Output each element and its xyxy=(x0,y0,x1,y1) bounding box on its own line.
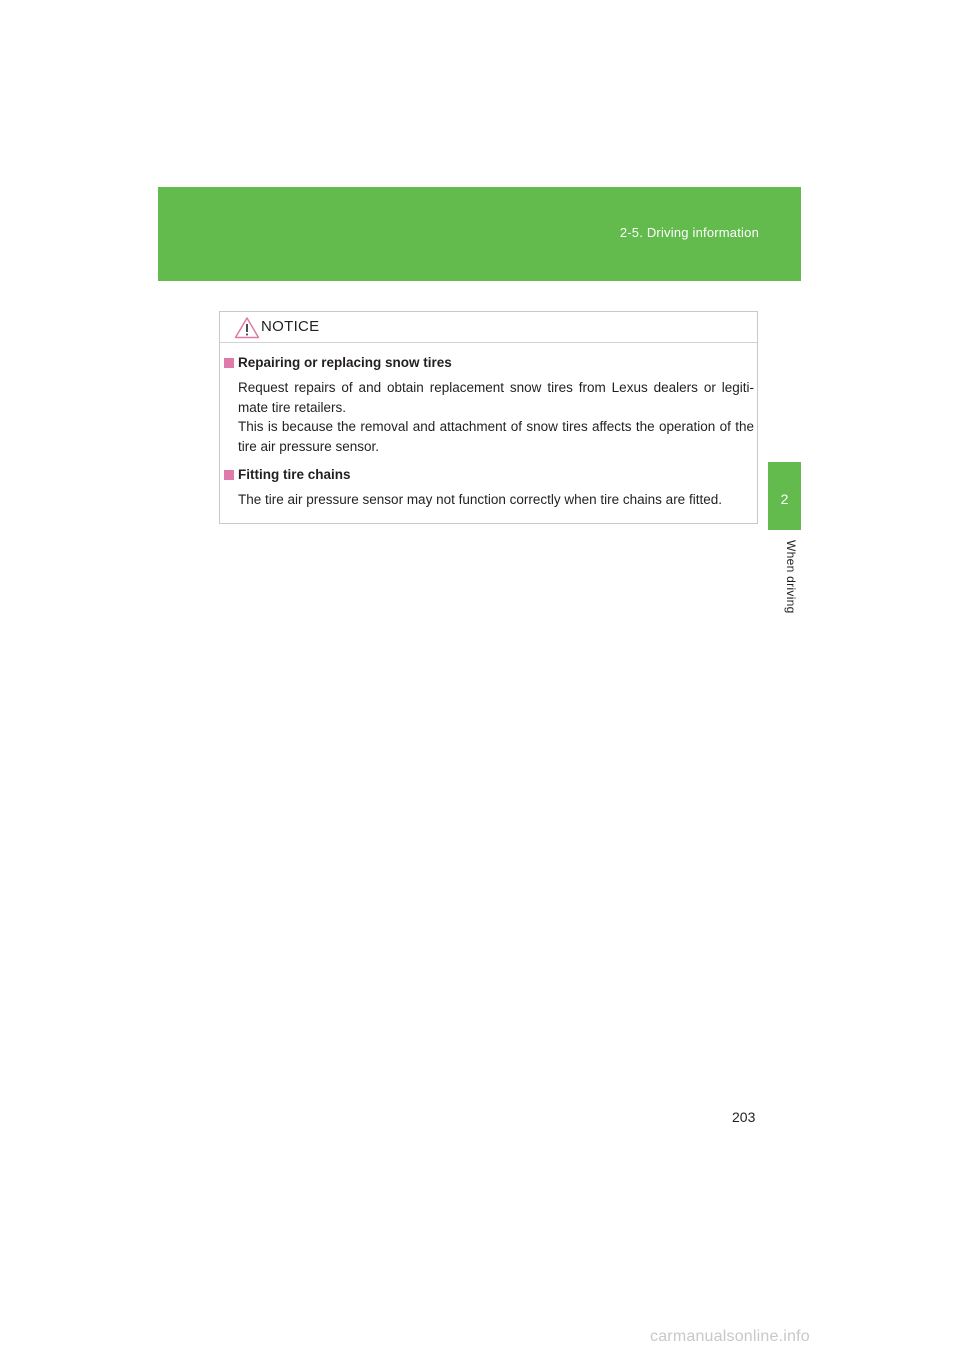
notice-item-text xyxy=(238,378,754,456)
section-title: 2-5. Driving information xyxy=(619,225,759,240)
notice-item-text xyxy=(238,490,754,510)
bullet-square-icon xyxy=(224,470,234,480)
notice-header xyxy=(220,312,757,343)
notice-item-heading xyxy=(224,354,754,372)
notice-item-heading-text: Fitting tire chains xyxy=(238,467,351,482)
notice-box xyxy=(219,311,758,524)
notice-paragraph: Request repairs of and obtain replacement snow tires from Lexus dealers or legiti-mate tire retailers. xyxy=(238,380,754,415)
notice-item-tire-chains xyxy=(224,466,754,510)
chapter-number: 2 xyxy=(780,491,789,507)
notice-title: NOTICE xyxy=(261,318,320,335)
bullet-square-icon xyxy=(224,358,234,368)
notice-paragraph: This is because the removal and attachment of snow tires affects the operation of the tire air pressure sensor. xyxy=(238,419,754,454)
notice-item-snow-tires xyxy=(224,354,754,456)
chapter-label: When driving xyxy=(784,540,798,614)
notice-paragraph: The tire air pressure sensor may not function correctly when tire chains are fitted. xyxy=(238,492,722,507)
notice-body xyxy=(224,354,754,520)
header-band xyxy=(158,187,801,281)
warning-triangle-icon xyxy=(234,316,260,339)
notice-item-heading-text: Repairing or replacing snow tires xyxy=(238,355,452,370)
page-number: 203 xyxy=(732,1109,756,1125)
chapter-tab xyxy=(768,462,801,530)
watermark-text: carmanualsonline.info xyxy=(650,1328,810,1345)
notice-item-heading xyxy=(224,466,754,484)
